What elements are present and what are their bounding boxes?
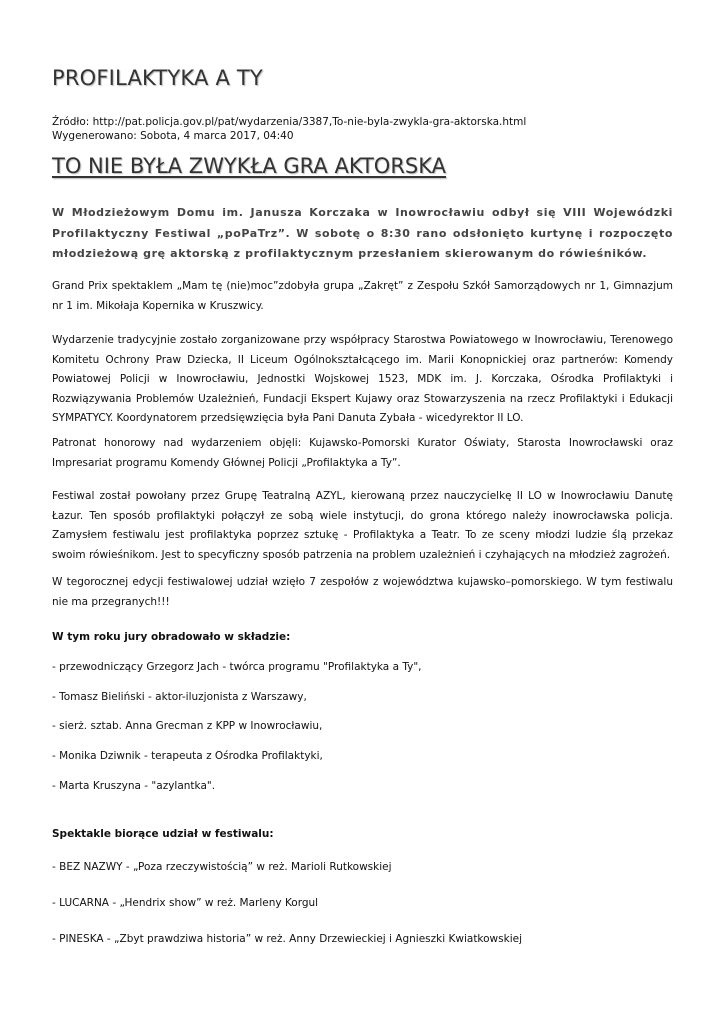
play-item: - LUCARNA - „Hendrix show” w reż. Marleny Korgul (52, 897, 319, 909)
play-item: - PINESKA - „Zbyt prawdziwa historia” w reż. Anny Drzewieckiej i Agnieszki Kwiatkowskiej (52, 933, 522, 945)
plays-heading: Spektakle biorące udział w festiwalu: (52, 828, 274, 840)
paragraph-edition: W tegorocznej edycji festiwalowej udział wzięło 7 zespołów z województwa kujawsko–pomorskiego. W tym festiwalu nie ma przegranych!!! (52, 576, 673, 608)
jury-heading: W tym roku jury obradowało w składzie: (52, 631, 291, 643)
source-line: Źródło: http://pat.policja.gov.pl/pat/wydarzenia/3387,To-nie-byla-zwykla-gra-aktorska.html (52, 116, 527, 128)
jury-item: - Marta Kruszyna - "azylantka". (52, 780, 216, 792)
jury-item: - Tomasz Bieliński - aktor-iluzjonista z Warszawy, (52, 691, 307, 703)
jury-item: - Monika Dziwnik - terapeuta z Ośrodka Profilaktyki, (52, 750, 323, 762)
paragraph-grand-prix: Grand Prix spektaklem „Mam tę (nie)moc”zdobyła grupa „Zakręt” z Zespołu Szkół Samorządowych nr 1, Gimnazjum nr 1 im. Mikołaja Kopernika w Kruszwicy. (52, 280, 673, 312)
source-meta (52, 115, 526, 143)
article-title: TO NIE BYŁA ZWYKŁA GRA AKTORSKA (52, 154, 447, 178)
paragraph-patronage: Patronat honorowy nad wydarzeniem objęli: Kujawsko-Pomorski Kurator Oświaty, Starosta Inowrocławski oraz Impresariat programu Komendy Głównej Policji „Profilaktyka a Ty”. (52, 437, 673, 469)
jury-item: - sierż. sztab. Anna Grecman z KPP w Inowrocławiu, (52, 720, 323, 732)
paragraph-festival: Festiwal został powołany przez Grupę Teatralną AZYL, kierowaną przez nauczycielkę II LO w Inowrocławiu Danutę Łazur. Ten sposób profilaktyki połączył ze sobą wiele instytucji, do grona którego należy inowrocławska policja. Zamysłem festiwalu jest profilaktyka poprzez sztukę - Profilaktyka a Teatr. To ze sceny młodzi ludzie ślą przekaz swoim rówieśnikom. Jest to specyficzny sposób patrzenia na problem uzależnień i czyhających na młodzież zagrożeń. (52, 490, 673, 561)
paragraph-organizers: Wydarzenie tradycyjnie zostało zorganizowane przy współpracy Starostwa Powiatowego w Inowrocławiu, Terenowego Komitetu Ochrony Praw Dziecka, II Liceum Ogólnokształcącego im. Marii Konopnickiej oraz partnerów: Komendy Powiatowej Policji w Inowrocławiu, Jednostki Wojskowej 1523, MDK im. J. Korczaka, Ośrodka Profilaktyki i Rozwiązywania Problemów Uzależnień, Fundacji Ekspert Kujawy oraz Stowarzyszenia na rzecz Profilaktyki i Edukacji SYMPATYCY. Koordynatorem przedsięwzięcia była Pani Danuta Zybała - wicedyrektor II LO. (52, 334, 673, 424)
site-title: PROFILAKTYKA A TY (52, 66, 263, 90)
play-item: - BEZ NAZWY - „Poza rzeczywistością” w reż. Marioli Rutkowskiej (52, 861, 392, 873)
article-lead: W Młodzieżowym Domu im. Janusza Korczaka w Inowrocławiu odbył się VIII Wojewódzki Profilaktyczny Festiwal „poPaTrz”. W sobotę o 8:30 rano odsłonięto kurtynę i rozpoczęto młodzieżową grę aktorską z profilaktycznym przesłaniem skierowanym do rówieśników. (52, 206, 673, 260)
generated-line: Wygenerowano: Sobota, 4 marca 2017, 04:40 (52, 130, 294, 142)
jury-item: - przewodniczący Grzegorz Jach - twórca programu "Profilaktyka a Ty", (52, 661, 422, 673)
